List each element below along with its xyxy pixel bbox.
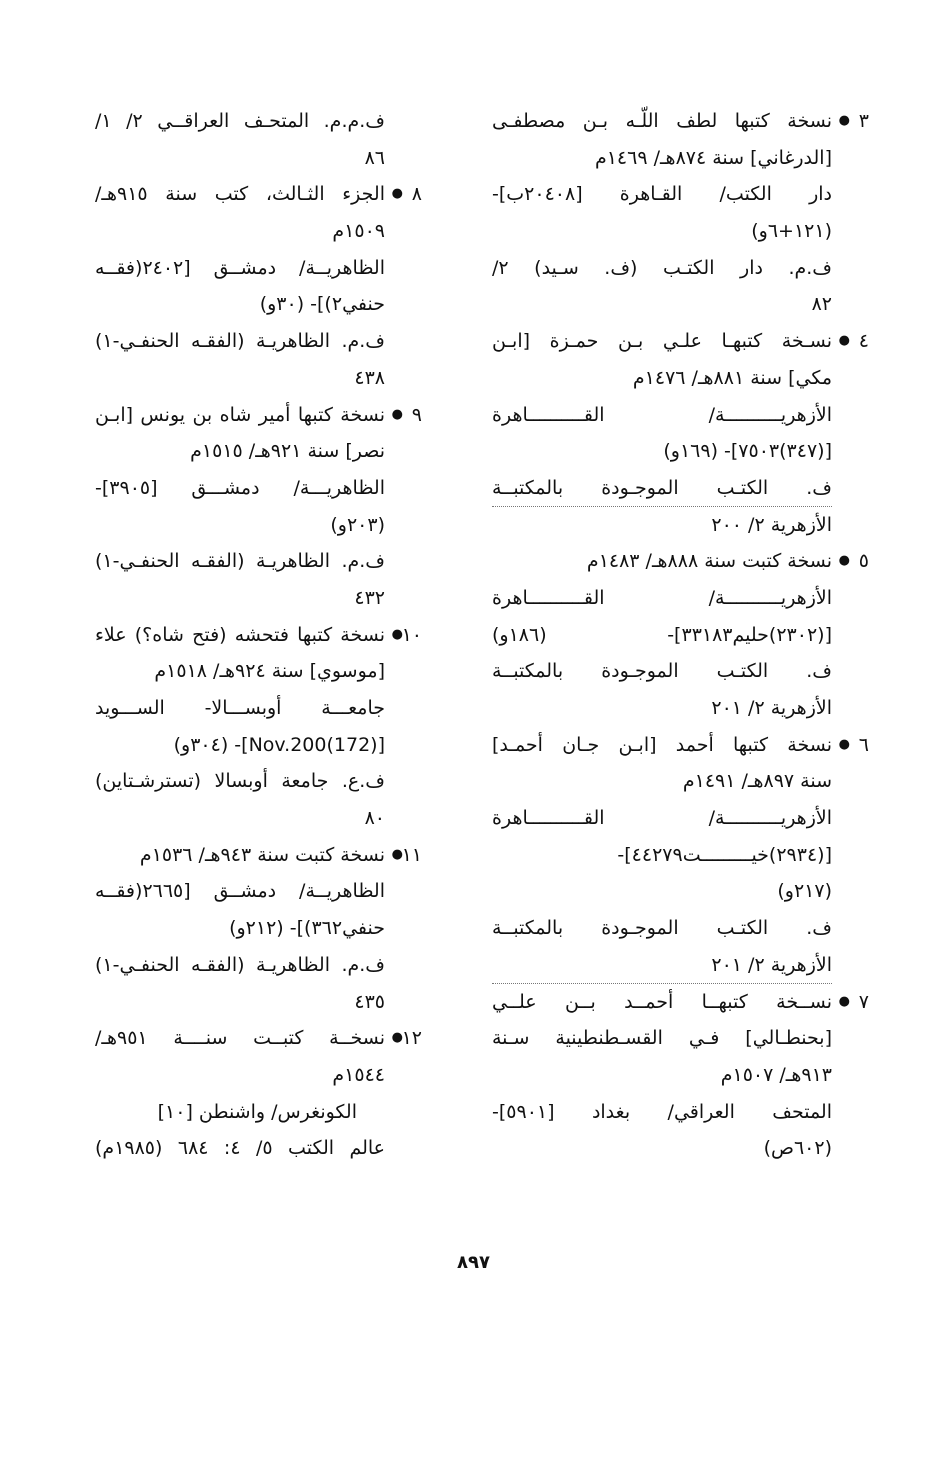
entry-line: ٨٢ — [811, 293, 832, 316]
bullet-icon: ● — [391, 186, 403, 202]
entry-line: ٩١٣هـ/ ١٥٠٧م — [720, 1063, 832, 1086]
bullet-icon: ● — [838, 553, 850, 569]
manuscript-entry — [95, 176, 422, 396]
entry-number: ٤ — [858, 330, 869, 353]
entry-line: نصر] سنة ٩٢١هـ/ ١٥١٥م — [190, 440, 385, 463]
manuscript-entry — [95, 1020, 422, 1167]
entry-line: ٤٣٢ — [354, 586, 385, 609]
entry-head — [95, 617, 422, 654]
entry-line: ف. الكتـب الموجـودة بالمكتبــة — [492, 917, 832, 940]
entry-line: الأزهريــــــــــة/ القــــــــــاهرة — [492, 403, 832, 426]
manuscript-entry — [492, 543, 869, 726]
entry-line: ف.ع. جامعة أوبسالا (تسترشـتاين) — [95, 770, 385, 793]
entry-line: (٢١٧و) — [777, 880, 832, 903]
entry-line: جامعـــة أوبســـالا- الســـويد — [95, 697, 385, 719]
entry-line: [(٢٩٣٤)خيـــــــــت٤٤٢٧٩]- — [617, 843, 832, 866]
entry-line: الظاهريــة/ دمشــق [٢٦٦٥(فقــه — [95, 880, 385, 903]
entry-line: نسخة كتبت سنة ٨٨٨هـ/ ١٤٨٣م — [586, 550, 832, 573]
manuscript-entry — [492, 323, 869, 543]
entry-line: الظاهريـــة/ دمشـــق [٣٩٠٥]- — [95, 476, 385, 499]
bullet-icon: ● — [838, 113, 850, 128]
entry-line: ف.م. الظاهريـة (الفقـه الحنفـي-١) — [95, 330, 385, 353]
page-number: ٨٩٧ — [457, 1252, 490, 1273]
entry-head — [492, 727, 869, 764]
entry-line: ف.م.م. المتحـف العراقــي ٢/ ١/ — [95, 110, 385, 132]
entry-line: حنفي٣٦٢)]- (٢١٢و) — [229, 917, 385, 940]
entry-line: (٢٠٣و) — [330, 513, 385, 536]
entry-number: ١٠ — [401, 623, 422, 646]
entry-line: [موسوي] سنة ٩٢٤هـ/ ١٥١٨م — [154, 660, 385, 683]
entry-line: نسخة كتبت سنة ٩٤٣هـ/ ١٥٣٦م — [139, 843, 385, 866]
entry-number: ٨ — [411, 183, 422, 206]
entry-line: ف.م. دار الكتـب (ف. سـيد) ٢/ — [492, 256, 832, 279]
entry-head — [492, 103, 869, 140]
entry-line: [(٢٣٠٢)حليم٣٣١٨٣]- (١٨٦و) — [492, 623, 832, 646]
manuscript-entry — [95, 103, 385, 176]
entry-head — [492, 543, 869, 580]
entry-line: ٨٠ — [364, 807, 385, 830]
entry-line: [الدرغاني] سنة ٨٧٤هـ/ ١٤٦٩م — [594, 146, 832, 169]
manuscript-entry — [95, 837, 422, 1020]
entry-line: [بحنطـالي] فـي القسـطنطينية سـنة — [492, 1027, 832, 1050]
bullet-icon: ● — [838, 993, 850, 1009]
entry-line: ف. الكتـب الموجـودة بالمكتبــة — [492, 470, 832, 507]
entry-line: الجزء الثـالث، كتب سنة ٩١٥هـ/ — [95, 183, 385, 206]
bullet-icon: ● — [391, 846, 403, 862]
entry-line: الأزهرية ٢/ ٢٠٠ — [711, 513, 832, 536]
entry-head — [492, 323, 869, 360]
entry-line: (٦٠٢ص) — [763, 1137, 832, 1160]
entry-line: الأزهرية ٢/ ٢٠١ — [711, 697, 832, 719]
bullet-icon: ● — [391, 1030, 403, 1046]
entry-line: نسخة كتبها أحمد [ابـن جـان أحمـد] — [492, 733, 832, 756]
right-column — [492, 103, 869, 1167]
entry-line: ف.م. الظاهريـة (الفقـه الحنفـي-١) — [95, 550, 385, 573]
entry-line: الأزهريــــــــــة/ القــــــــــاهرة — [492, 807, 832, 830]
entry-number: ٩ — [411, 403, 422, 426]
entry-line: [(172)Nov.200]- (٣٠٤و) — [173, 733, 385, 756]
entry-head — [492, 984, 869, 1021]
manuscript-entry — [492, 727, 869, 984]
entry-line: نســخة كتبهــا أحمــد بــن علــي — [492, 990, 832, 1013]
entry-line: ١٥٠٩م — [332, 220, 385, 243]
entry-line: ف. الكتـب الموجـودة بالمكتبــة — [492, 660, 832, 683]
bullet-icon: ● — [391, 626, 403, 642]
entry-line: حنفي٢)]- (٣٠و) — [259, 293, 385, 316]
entry-number: ١٢ — [401, 1027, 422, 1050]
entry-line: دار الكتب/ القـاهرة [٢٠٤٠٨ب]- — [492, 183, 832, 206]
left-column — [95, 103, 422, 1167]
entry-line: ٨٦ — [364, 146, 385, 169]
bullet-icon: ● — [838, 736, 850, 752]
manuscript-entry — [95, 617, 422, 837]
entry-line: الظاهريــة/ دمشــق [٢٤٠٢(فقــه — [95, 256, 385, 279]
entry-line: عالم الكتب ٥/ ٤: ٦٨٤ (١٩٨٥م) — [95, 1137, 386, 1160]
entry-line: الأزهرية ٢/ ٢٠١ — [492, 947, 832, 984]
entry-number: ٥ — [858, 550, 869, 573]
entry-line: مكي] سنة ٨٨١هـ/ ١٤٧٦م — [632, 366, 832, 389]
entry-number: ١١ — [401, 843, 422, 866]
entry-line: ف.م. الظاهريـة (الفقـه الحنفـي-١) — [95, 953, 385, 976]
bullet-icon: ● — [391, 406, 403, 422]
manuscript-entry — [492, 103, 869, 323]
entry-number: ٣ — [858, 110, 869, 132]
entry-line: ٤٣٥ — [354, 990, 385, 1013]
entry-line: ٤٣٨ — [354, 366, 385, 389]
entry-line: ١٥٤٤م — [332, 1063, 385, 1086]
entry-head — [95, 1020, 422, 1057]
entry-line: [(٣٤٧)٧٥٠٣]- (١٦٩و) — [663, 440, 832, 463]
entry-line: نسخة كتبها فتحشه (فتح شاه؟) علاء — [95, 623, 385, 646]
entry-line: نسخة كتبها أمير شاه بن يونس [ابـن — [95, 403, 385, 426]
entry-line: المتحف العراقي/ بغداد [٥٩٠١]- — [492, 1100, 832, 1123]
entry-line: نسخــة كتبــت سنــــة ٩٥١هـ/ — [95, 1027, 385, 1050]
entry-line: الكونغرس/ واشنطن [١٠] — [157, 1100, 357, 1123]
entry-head — [95, 397, 422, 434]
entry-line: الأزهريــــــــــة/ القــــــــــاهرة — [492, 586, 832, 609]
entry-number: ٧ — [858, 990, 869, 1013]
entry-head — [95, 176, 422, 213]
manuscript-entry — [95, 397, 422, 617]
entry-head — [95, 837, 422, 874]
entry-line: نسخة كتبها لطف اللّـه بـن مصطفـى — [492, 110, 832, 132]
entry-line: نسـخة كتبهـا علـي بـن حمـزة [ابـن — [492, 330, 832, 353]
entry-line: سنة ٨٩٧هـ/ ١٤٩١م — [682, 770, 832, 793]
entry-number: ٦ — [858, 733, 869, 756]
manuscript-entry — [492, 984, 869, 1167]
bullet-icon: ● — [838, 333, 850, 349]
entry-line: (١٢١+٦و) — [751, 220, 832, 243]
